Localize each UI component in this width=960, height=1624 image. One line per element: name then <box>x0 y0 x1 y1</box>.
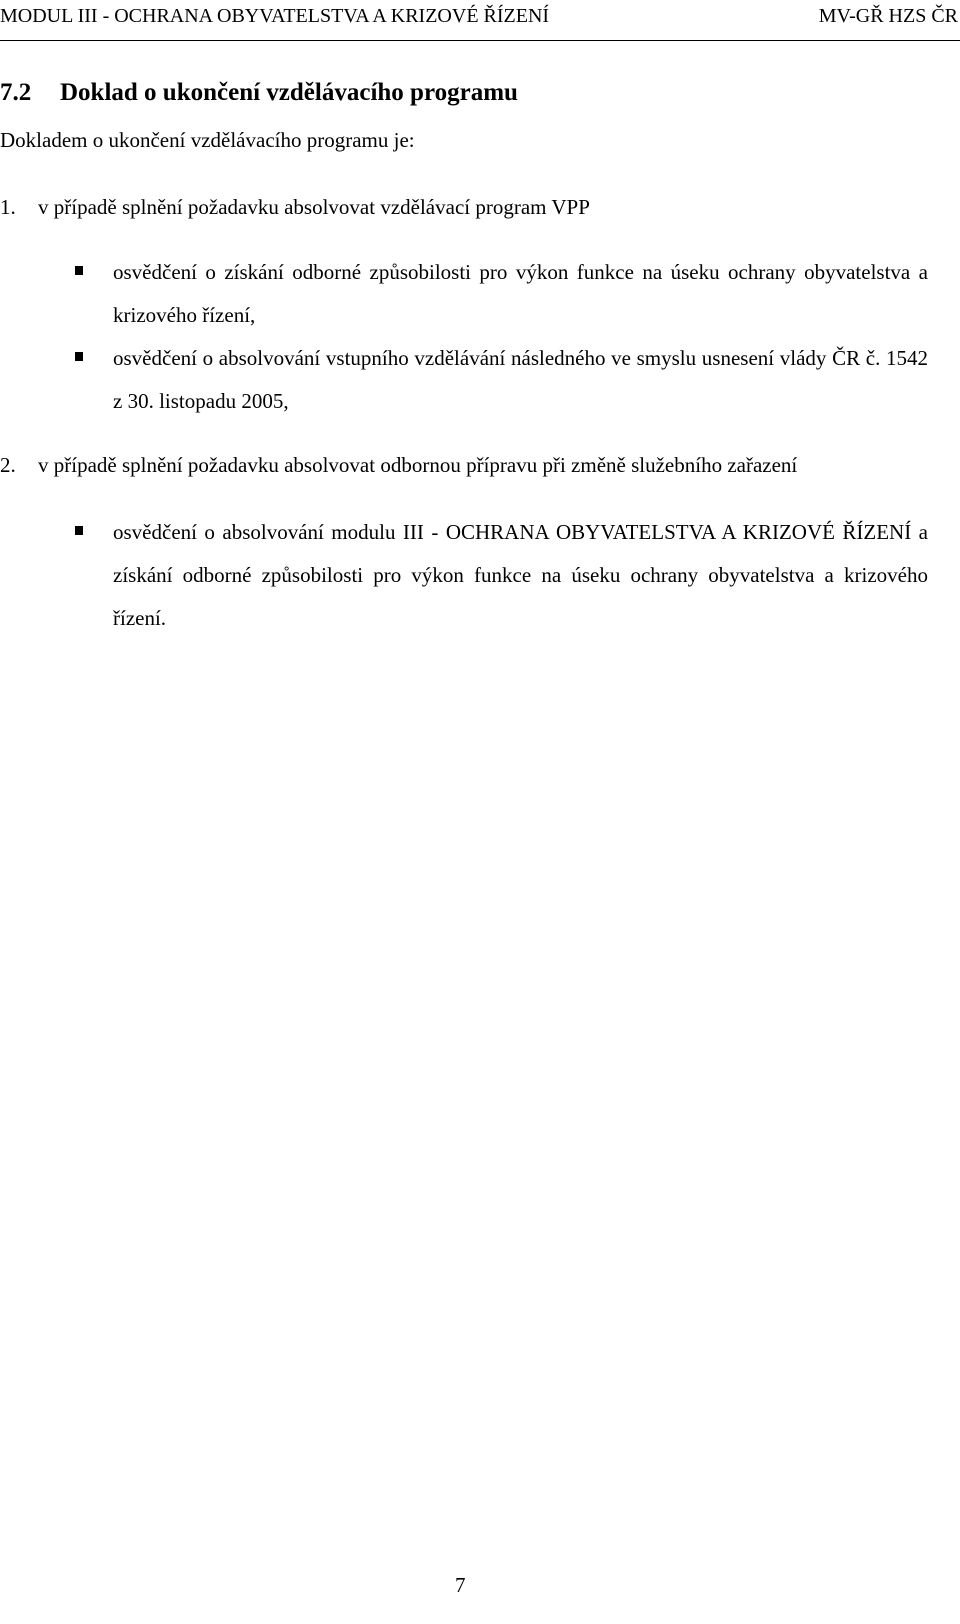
page-header <box>0 0 960 41</box>
section-number: 7.2 <box>0 79 32 106</box>
bullet-text: osvědčení o absolvování modulu III - OCHRANA OBYVATELSTVA A KRIZOVÉ ŘÍZENÍ a získání odborné způsobilosti pro výkon funkce na úseku ochrany obyvatelstva a krizového řízení. <box>113 520 928 630</box>
item-text: v případě splnění požadavku absolvovat odbornou přípravu při změně služebního zařazení <box>38 453 798 477</box>
bullet-text: osvědčení o absolvování vstupního vzdělávání následného ve smyslu usnesení vlády ČR č. 1542 z 30. listopadu 2005, <box>113 346 928 413</box>
page-number: 7 <box>455 1573 466 1597</box>
header-module-title: MODUL III - OCHRANA OBYVATELSTVA A KRIZOVÉ ŘÍZENÍ <box>0 5 550 27</box>
square-bullet-icon <box>75 352 83 361</box>
section-heading <box>0 79 518 107</box>
square-bullet-icon <box>75 526 83 535</box>
item-number: 1. <box>0 195 16 219</box>
bullet-text: osvědčení o získání odborné způsobilosti pro výkon funkce na úseku ochrany obyvatelstva a krizového řízení, <box>113 260 928 327</box>
section-title: Doklad o ukončení vzdělávacího programu <box>60 79 518 106</box>
intro-paragraph: Dokladem o ukončení vzdělávacího programu je: <box>0 128 415 152</box>
item-number: 2. <box>0 453 16 477</box>
square-bullet-icon <box>75 266 83 275</box>
item-text: v případě splnění požadavku absolvovat vzdělávací program VPP <box>38 195 590 219</box>
header-organization: MV-GŘ HZS ČR <box>818 5 958 27</box>
